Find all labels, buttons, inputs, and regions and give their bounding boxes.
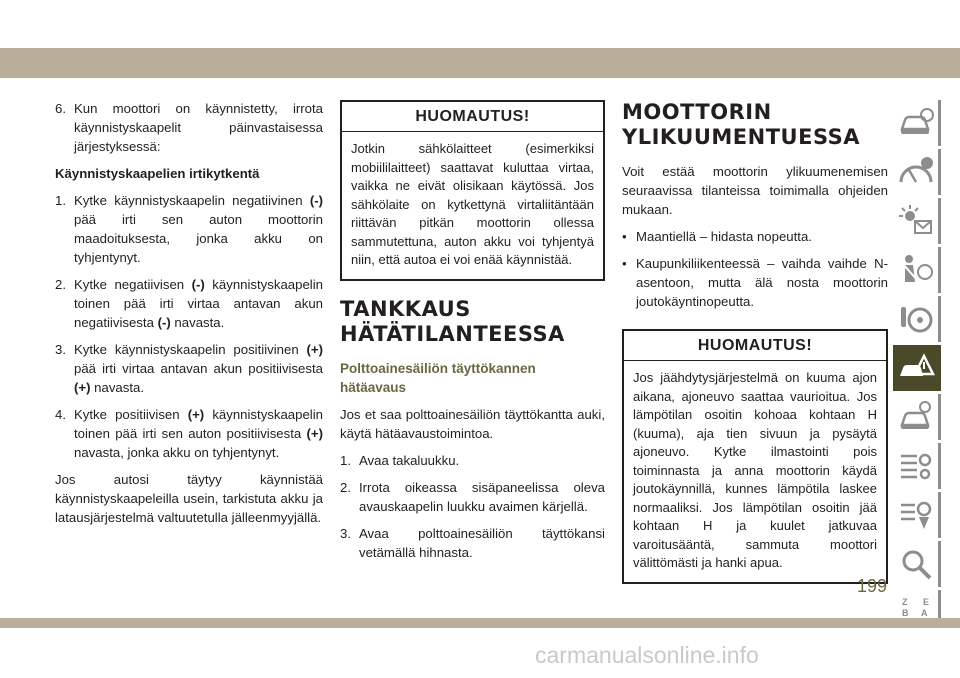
dashboard-warning-icon xyxy=(897,154,935,190)
list-number: 3. xyxy=(55,342,66,357)
bullet-text: Maantiellä – hidasta nopeutta. xyxy=(636,229,812,244)
heading-line: MOOTTORIN xyxy=(622,100,772,124)
heading-line: TANKKAUS xyxy=(340,296,471,321)
svg-text:B: B xyxy=(901,608,908,618)
list-text: Kun moottori on käynnistetty, irrota käynnistyskaapelit päinvastaisessa järjestyksessä: xyxy=(74,101,323,154)
seat-belt-airbag-icon xyxy=(897,252,935,288)
list-item xyxy=(340,524,605,562)
list-item xyxy=(55,340,323,397)
tab-car-info[interactable] xyxy=(893,100,941,146)
list-item-6 xyxy=(55,99,323,156)
service-car-icon xyxy=(897,399,935,435)
heading-line: HÄTÄTILANTEESSA xyxy=(340,321,565,346)
top-band xyxy=(0,0,960,78)
tab-service[interactable] xyxy=(893,394,941,440)
car-info-icon xyxy=(897,105,935,141)
list-text: Kytke käynnistyskaapelin negatiivinen xyxy=(74,193,310,208)
tab-lights-messages[interactable] xyxy=(893,198,941,244)
list-number: 1. xyxy=(55,193,66,208)
watermark: carmanualsonline.info xyxy=(535,642,759,668)
list-text: pää irti sen auton moottorin maadoituksesta, jonka akku on tyhjentynyt. xyxy=(74,212,323,265)
section-heading xyxy=(340,297,605,347)
notice-title: HUOMAUTUS! xyxy=(342,102,603,132)
list-number: 2. xyxy=(55,277,66,292)
bullet-item xyxy=(622,227,888,246)
column-engine-overheating xyxy=(622,100,888,600)
list-text: navasta. xyxy=(90,380,145,395)
list-item xyxy=(55,275,323,332)
list-text: Kytke käynnistyskaapelin positiivinen xyxy=(74,342,307,357)
bullet-mark: • xyxy=(622,229,627,244)
polarity-label: (-) xyxy=(309,193,323,208)
list-number: 1. xyxy=(340,452,351,468)
page-number: 199 xyxy=(857,576,888,596)
column-jump-start xyxy=(55,99,323,535)
tab-multimedia[interactable] xyxy=(893,492,941,538)
paragraph-intro: Voit estää moottorin ylikuumenemisen seuraavissa tilanteissa toimimalla ohjeiden mukaan. xyxy=(622,164,888,217)
list-number: 4. xyxy=(55,407,66,422)
list-item xyxy=(340,451,605,470)
media-phone-icon xyxy=(897,497,935,533)
bottom-band xyxy=(0,618,960,678)
list-text: navasta, jonka akku on tyhjentynyt. xyxy=(74,445,280,460)
list-number: 3. xyxy=(340,525,351,541)
polarity-label: (+) xyxy=(74,380,91,395)
list-text: Avaa polttoainesäiliön täyttökansi vetämällä hihnasta. xyxy=(359,525,605,560)
list-item xyxy=(340,478,605,516)
notice-title: HUOMAUTUS! xyxy=(624,331,886,361)
tab-dashboard[interactable] xyxy=(893,149,941,195)
subsection-heading: Polttoainesäiliön täyttökannen hätäavaus xyxy=(340,360,536,395)
polarity-label: (-) xyxy=(191,277,205,292)
list-item xyxy=(55,191,323,267)
svg-text:A: A xyxy=(920,608,927,618)
paragraph-battery-check: Jos autosi täytyy käynnistää käynnistyskaapeleilla usein, tarkistuta akku ja latausjärjestelmä valtuutetulla jälleenmyyjällä. xyxy=(55,472,323,525)
list-text: Kytke positiivisen xyxy=(74,407,188,422)
hazard-car-icon xyxy=(897,350,935,386)
polarity-label: (+) xyxy=(187,407,205,422)
polarity-label: (-) xyxy=(157,315,171,330)
bullet-item xyxy=(622,254,888,311)
tab-starting-driving[interactable] xyxy=(893,296,941,342)
tab-search[interactable] xyxy=(893,541,941,587)
bottom-band-strip xyxy=(0,618,960,628)
list-number: 6. xyxy=(55,101,66,116)
tab-safety[interactable] xyxy=(893,247,941,293)
steering-key-icon xyxy=(897,301,935,337)
paragraph-intro: Jos et saa polttoainesäiliön täyttökantta auki, käytä hätäavaustoimintoa. xyxy=(340,406,605,441)
list-text: Avaa takaluukku. xyxy=(359,452,460,468)
list-text: Irrota oikeassa sisäpaneelissa oleva avauskaapelin luukku avaimen kärjellä. xyxy=(359,479,605,514)
svg-text:Z: Z xyxy=(901,597,907,607)
bullet-mark: • xyxy=(622,256,627,271)
specifications-gear-icon xyxy=(897,448,935,484)
list-number: 2. xyxy=(340,479,351,495)
list-text: käynnistyskaapelin toinen pää irti virtaa antavan akun negatiivisesta xyxy=(74,277,323,330)
tab-specifications[interactable] xyxy=(893,443,941,489)
column-emergency-refuel xyxy=(340,100,605,570)
list-text: käynnistyskaapelin toinen pää irti sen auton positiivisesta xyxy=(74,407,324,441)
search-icon xyxy=(897,546,935,582)
bullet-text: Kaupunkiliikenteessä – vaihda vaihde N-asentoon, mutta älä nosta moottorin joutokäyntinopeutta. xyxy=(636,256,888,309)
top-band-strip xyxy=(0,48,960,78)
tab-emergency[interactable] xyxy=(893,345,941,391)
notice-box xyxy=(340,100,605,281)
section-heading xyxy=(622,100,888,150)
list-item xyxy=(55,405,323,462)
notice-body: Jotkin sähkölaitteet (esimerkiksi mobiililaitteet) saattavat kuluttaa virtaa, vaikka ne eivät olisikaan käytössä. Jos sähkölaite on kytkettynä virtaliitäntään riittävän pitkän moottorin ollessa sammutettuna, auton akku voi tyhjentyä niin, että autoa ei voi enää käynnistää. xyxy=(351,141,594,267)
svg-text:E: E xyxy=(922,597,929,607)
heading-line: YLIKUUMENTUESSA xyxy=(622,125,861,149)
polarity-label: (+) xyxy=(306,426,323,441)
polarity-label: (+) xyxy=(306,342,323,357)
notice-box xyxy=(622,329,888,584)
list-text: Kytke negatiivisen xyxy=(74,277,192,292)
list-text: navasta. xyxy=(170,315,225,330)
notice-body: Jos jäähdytysjärjestelmä on kuuma ajon aikana, ajoneuvo saattaa vaurioitua. Jos lämpötilan osoitin kohoaa kohtaan H (kuuma), aja tien sivuun ja pysäytä ajoneuvo. Kytke ilmastointi pois toiminnasta ja anna moottorin käydä joutokäynnillä, kunnes lämpötila laskee normaaliksi. Jos lämpötilan osoitin jää kohtaan H ja kuulet jatkuvaa varoitusääntä, sammuta moottori välittömästi ja hanki apua. xyxy=(633,370,877,570)
lights-message-icon xyxy=(897,203,935,239)
subheading-disconnect: Käynnistyskaapelien irtikytkentä xyxy=(55,166,260,181)
list-text: pää irti virtaa antavan akun positiivisesta xyxy=(74,361,323,376)
chapter-tabs xyxy=(893,100,941,639)
